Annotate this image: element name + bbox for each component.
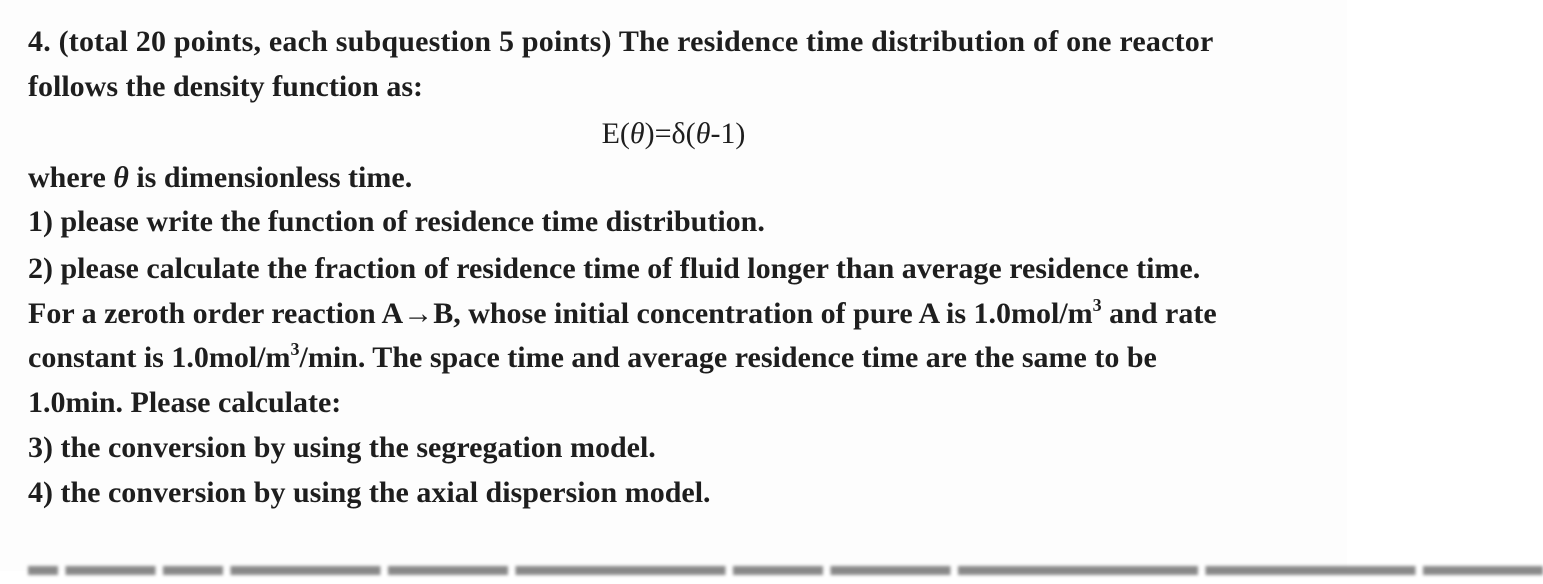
reaction-paragraph-line1: [28, 296, 1217, 332]
equation-theta: θ: [629, 117, 645, 150]
subquestion-1: 1) please write the function of residence time distribution.: [28, 205, 765, 238]
question-intro: follows the density function as:: [28, 70, 424, 103]
subquestion-3: 3) the conversion by using the segregation model.: [28, 431, 656, 464]
para-text: For a zeroth order reaction A→B, whose initial concentration of pure A is 1.0mol/m: [28, 297, 1093, 330]
para-text: and rate: [1101, 297, 1217, 330]
equation-part: -1): [710, 117, 746, 150]
reaction-paragraph-line3: 1.0min. Please calculate:: [28, 386, 342, 419]
cut-off-next-line: ▬ ▬▬▬ ▬▬ ▬▬▬▬▬ ▬▬▬▬ ▬▬▬▬▬▬▬ ▬▬▬ ▬▬▬▬ ▬▬▬▬▬▬▬▬ ▬▬▬▬▬▬▬ ▬▬▬▬: [28, 549, 1543, 582]
para-text: /min. The space time and average residence time are the same to be: [299, 341, 1157, 374]
subquestion-2: 2) please calculate the fraction of residence time of fluid longer than average residence time.: [28, 252, 1201, 285]
density-equation: [0, 116, 1347, 152]
where-theta: θ: [113, 161, 129, 194]
subquestion-4: 4) the conversion by using the axial dispersion model.: [28, 476, 711, 509]
where-text: is dimensionless time.: [128, 161, 413, 194]
where-clause: [28, 160, 412, 196]
equation-theta: θ: [695, 117, 711, 150]
superscript: 3: [290, 339, 300, 359]
equation-part: )=δ(: [644, 117, 696, 150]
equation-part: E(: [601, 117, 630, 150]
reaction-paragraph-line2: [28, 340, 1157, 376]
question-heading: 4. (total 20 points, each subquestion 5 points) The residence time distribution of one reactor: [28, 25, 1214, 58]
para-text: constant is 1.0mol/m: [28, 341, 291, 374]
superscript: 3: [1092, 295, 1102, 315]
where-text: where: [28, 161, 114, 194]
